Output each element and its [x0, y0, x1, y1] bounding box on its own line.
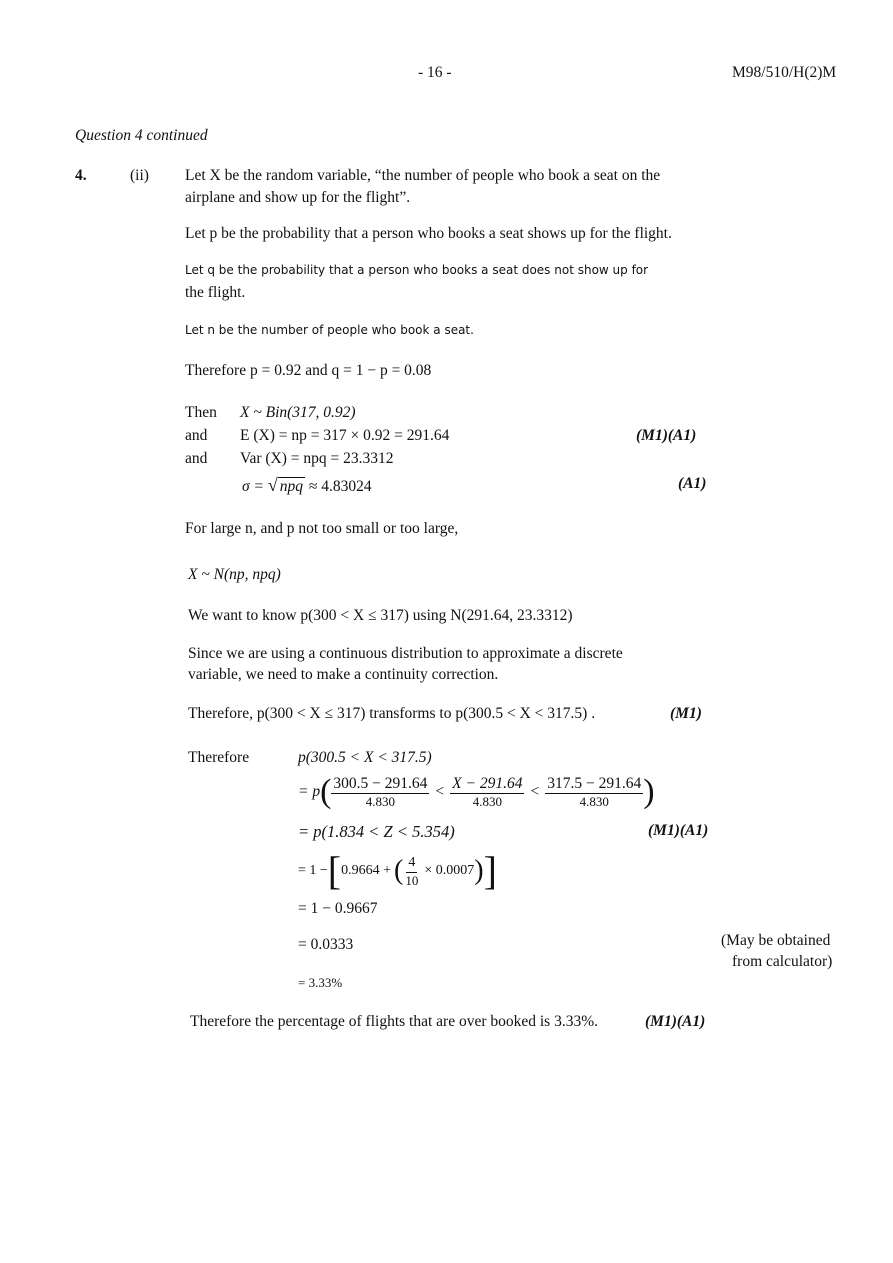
equation-line: X ~ Bin(317, 0.92) — [240, 404, 356, 421]
fraction-numerator: 317.5 − 291.64 — [547, 774, 642, 792]
equation-line: = 0.0333 — [298, 936, 354, 953]
less-than: < — [530, 783, 540, 800]
left-bracket: [ — [327, 848, 342, 893]
equation-line: Var (X) = npq = 23.3312 — [240, 450, 394, 467]
paragraph-line: We want to know p(300 < X ≤ 317) using N(291.64, 23.3312) — [188, 607, 573, 624]
calc-prefix: = 1 − — [298, 863, 328, 878]
paragraph-line: Let p be the probability that a person who books a seat shows up for the flight. — [185, 225, 672, 242]
fraction-numerator: 4 — [406, 854, 417, 873]
paragraph-line: Therefore, p(300 < X ≤ 317) transforms to p(300.5 < X < 317.5) . — [188, 705, 596, 722]
right-paren: ) — [643, 773, 655, 810]
equation-line: p(300.5 < X < 317.5) — [298, 749, 432, 766]
left-paren: ( — [320, 773, 332, 810]
sigma-rhs: ≈ 4.83024 — [305, 478, 372, 495]
side-note: from calculator) — [732, 953, 833, 970]
page-number: - 16 - — [418, 64, 452, 81]
paragraph-line: Let n be the number of people who book a seat. — [185, 323, 474, 337]
equation-line: X ~ N(np, npq) — [188, 566, 281, 583]
left-paren: ( — [394, 855, 404, 886]
equation-label: and — [185, 427, 208, 444]
equation-line: Therefore p = 0.92 and q = 1 − p = 0.08 — [185, 362, 432, 379]
fraction-numerator: 300.5 − 291.64 — [333, 774, 428, 792]
mark-allocation: (M1)(A1) — [648, 822, 709, 839]
equation-line — [242, 475, 372, 496]
paragraph-line: the flight. — [185, 284, 246, 301]
calc-prefix: = p — [298, 783, 321, 800]
equation-line: = 3.33% — [298, 975, 343, 990]
fraction — [450, 775, 524, 810]
calc-tail: × 0.0007 — [424, 863, 475, 878]
equation-label: and — [185, 450, 208, 467]
sqrt-icon: √ — [267, 475, 278, 495]
document-code: M98/510/H(2)M — [732, 64, 837, 81]
less-than: < — [435, 783, 445, 800]
paragraph-line: variable, we need to make a continuity correction. — [188, 666, 499, 683]
fraction — [403, 854, 420, 889]
mark-allocation: (M1)(A1) — [636, 427, 697, 444]
equation-line: E (X) = np = 317 × 0.92 = 291.64 — [240, 427, 450, 444]
mark-allocation: (M1)(A1) — [645, 1013, 706, 1030]
equation-line: = 1 − 0.9667 — [298, 900, 378, 917]
calc-inner: 0.9664 + — [341, 863, 392, 878]
fraction-numerator: X − 291.64 — [452, 774, 523, 792]
fraction-denominator: 4.830 — [472, 793, 502, 809]
paragraph-line: airplane and show up for the flight”. — [185, 189, 411, 206]
question-part: (ii) — [130, 167, 149, 184]
conclusion: Therefore the percentage of flights that are over booked is 3.33%. — [190, 1013, 599, 1030]
paragraph-line: Let q be the probability that a person who books a seat does not show up for — [185, 263, 649, 277]
interpolation-expression — [298, 848, 497, 894]
equation-label: Then — [185, 404, 217, 421]
mark-allocation: (M1) — [670, 705, 702, 722]
fraction — [331, 775, 429, 810]
paragraph-line: Let X be the random variable, “the number of people who book a seat on the — [185, 167, 661, 184]
right-paren: ) — [474, 855, 484, 886]
question-number: 4. — [75, 167, 87, 184]
standardization-expression — [298, 770, 655, 814]
sigma-lhs: σ = — [242, 478, 268, 495]
side-note: (May be obtained — [721, 932, 831, 949]
fraction-denominator: 4.830 — [365, 793, 396, 809]
equation-label: Therefore — [188, 749, 250, 766]
paragraph-line: Since we are using a continuous distribution to approximate a discrete — [188, 645, 623, 662]
paragraph-line: For large n, and p not too small or too large, — [185, 520, 459, 537]
sigma-sqrt: npq — [279, 478, 303, 495]
fraction — [545, 775, 643, 810]
right-bracket: ] — [483, 848, 497, 893]
fraction-denominator: 10 — [405, 872, 419, 888]
section-heading: Question 4 continued — [75, 127, 208, 144]
mark-allocation: (A1) — [678, 475, 707, 492]
equation-line: = p(1.834 < Z < 5.354) — [298, 822, 455, 841]
fraction-denominator: 4.830 — [579, 793, 609, 809]
